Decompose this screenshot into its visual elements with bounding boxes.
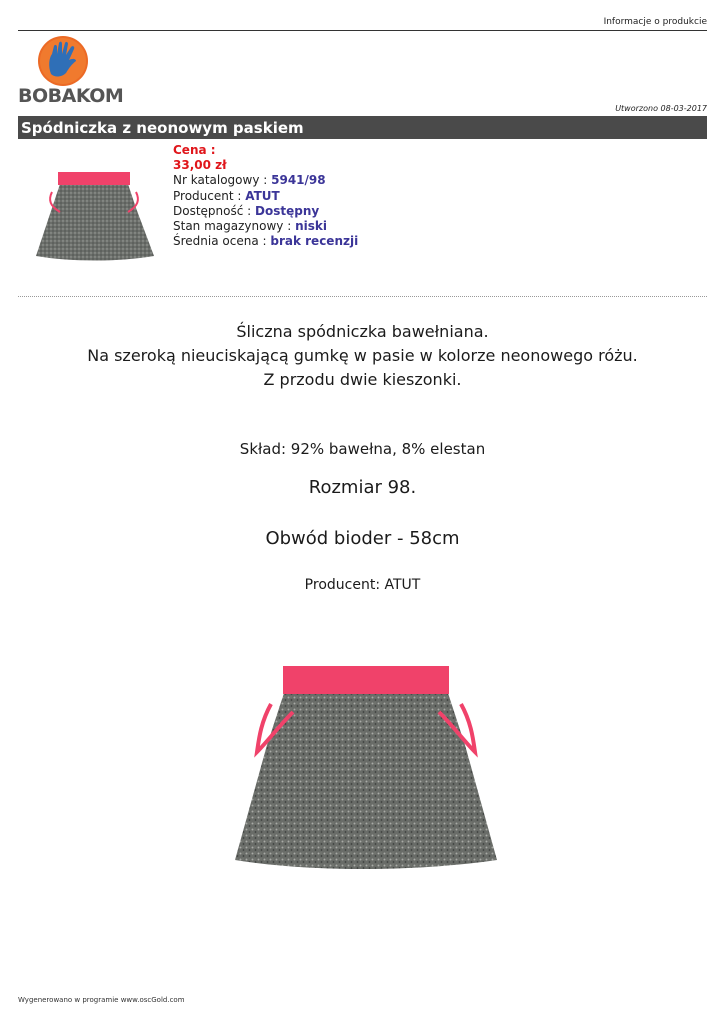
field-availability (173, 204, 358, 219)
header-label: Informacje o produkcie (603, 17, 707, 27)
field-catalog (173, 173, 358, 188)
description-line: Z przodu dwie kieszonki. (263, 370, 462, 389)
composition-text: Skład: 92% bawełna, 8% elestan (239, 440, 486, 458)
field-label: Producent : (173, 188, 242, 203)
size-text: Rozmiar 98. (308, 477, 417, 498)
section-divider (18, 296, 707, 297)
header-divider (18, 30, 707, 31)
field-label: Stan magazynowy : (173, 219, 292, 234)
logo-text: BOBAKOM (18, 85, 124, 107)
field-value: Dostępny (255, 203, 320, 218)
price-label: Cena : (173, 143, 216, 157)
field-value: brak recenzji (270, 234, 359, 249)
field-value: niski (295, 219, 327, 234)
description-text (0, 320, 725, 392)
footer-text: Wygenerowano w programie www.oscGold.com (18, 996, 185, 1004)
description-line: Śliczna spódniczka bawełniana. (236, 322, 489, 341)
field-stock (173, 219, 358, 234)
producer-text: Producent: ATUT (304, 577, 421, 593)
product-image (215, 660, 510, 880)
field-label: Nr katalogowy : (173, 173, 268, 188)
product-title: Spódniczka z neonowym paskiem (18, 116, 707, 139)
price-value: 33,00 zł (173, 158, 227, 173)
hips-text: Obwód bioder - 58cm (265, 528, 460, 549)
field-value: ATUT (245, 188, 280, 203)
field-label: Dostępność : (173, 203, 252, 218)
field-rating (173, 234, 358, 249)
field-value: 5941/98 (271, 173, 326, 188)
description-line: Na szeroką nieuciskającą gumkę w pasie w kolorze neonowego różu. (87, 346, 638, 365)
product-info (173, 143, 358, 249)
product-thumbnail[interactable] (30, 168, 158, 264)
created-date: Utworzono 08-03-2017 (615, 104, 707, 113)
field-producer (173, 189, 358, 204)
field-label: Średnia ocena : (173, 234, 267, 249)
